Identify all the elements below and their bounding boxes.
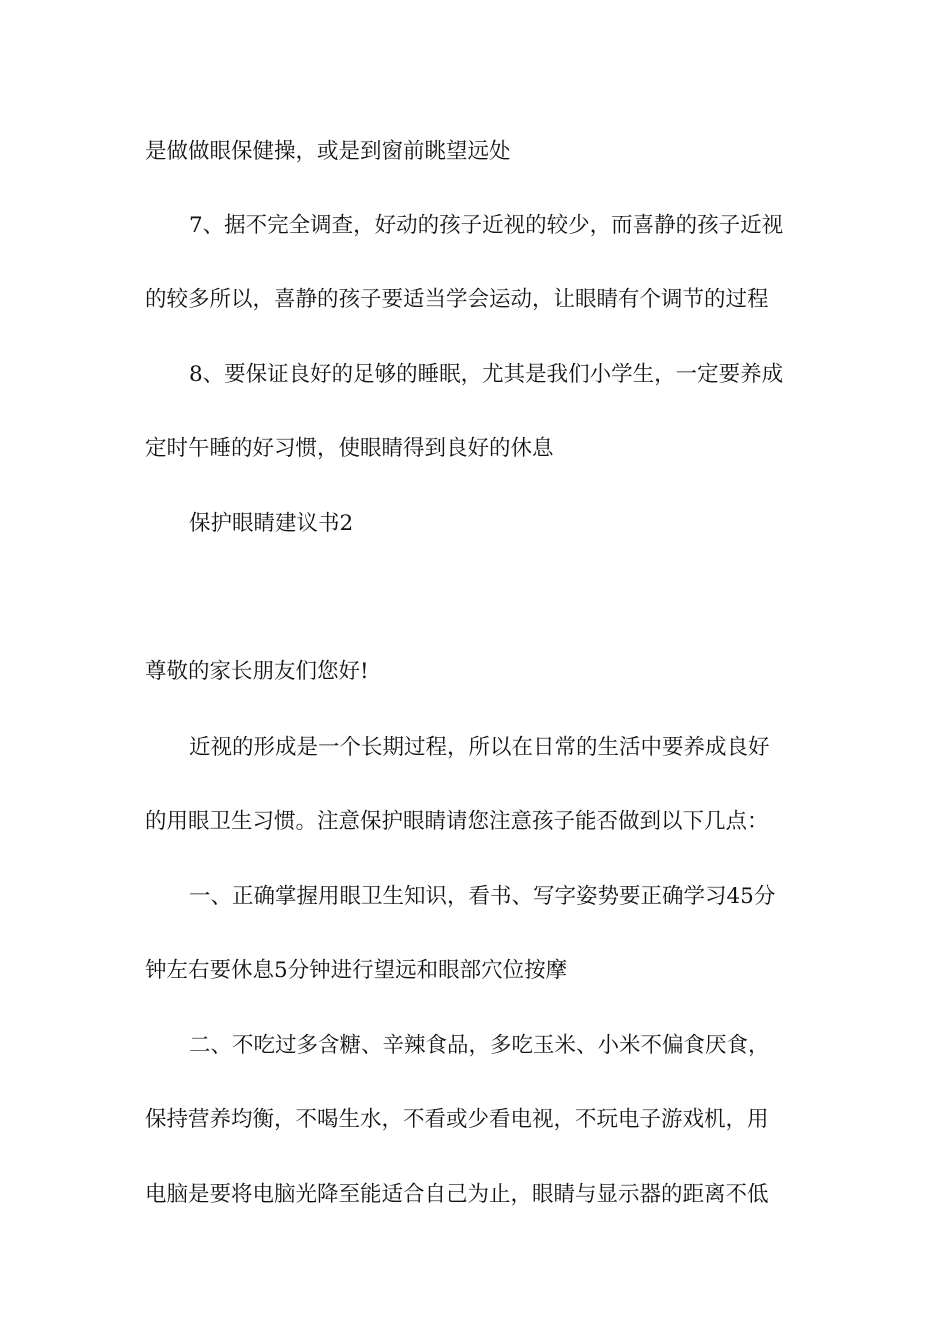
text-line: 近视的形成是一个长期过程，所以在日常的生活中要养成良好 xyxy=(189,735,770,760)
section-heading: 保护眼睛建议书2 xyxy=(189,511,354,536)
text-line: 保持营养均衡，不喝生水，不看或少看电视，不玩电子游戏机，用 xyxy=(145,1107,769,1132)
salutation: 尊敬的家长朋友们您好! xyxy=(145,659,369,684)
text-line: 的用眼卫生习惯。注意保护眼睛请您注意孩子能否做到以下几点： xyxy=(145,809,769,834)
text-line: 7、据不完全调查，好动的孩子近视的较少，而喜静的孩子近视 xyxy=(189,213,784,238)
text-line: 是做做眼保健操，或是到窗前眺望远处 xyxy=(145,139,511,164)
text-line: 的较多所以，喜静的孩子要适当学会运动，让眼睛有个调节的过程 xyxy=(145,287,769,312)
text-line: 一、正确掌握用眼卫生知识，看书、写字姿势要正确学习45分 xyxy=(189,884,776,909)
text-line: 二、不吃过多含糖、辛辣食品，多吃玉米、小米不偏食厌食， xyxy=(189,1033,770,1058)
text-line: 8、要保证良好的足够的睡眠，尤其是我们小学生，一定要养成 xyxy=(189,362,784,387)
text-line: 定时午睡的好习惯，使眼睛得到良好的休息 xyxy=(145,436,554,461)
text-line: 钟左右要休息5分钟进行望远和眼部穴位按摩 xyxy=(145,958,568,983)
text-line: 电脑是要将电脑光降至能适合自己为止，眼睛与显示器的距离不低 xyxy=(145,1182,769,1207)
